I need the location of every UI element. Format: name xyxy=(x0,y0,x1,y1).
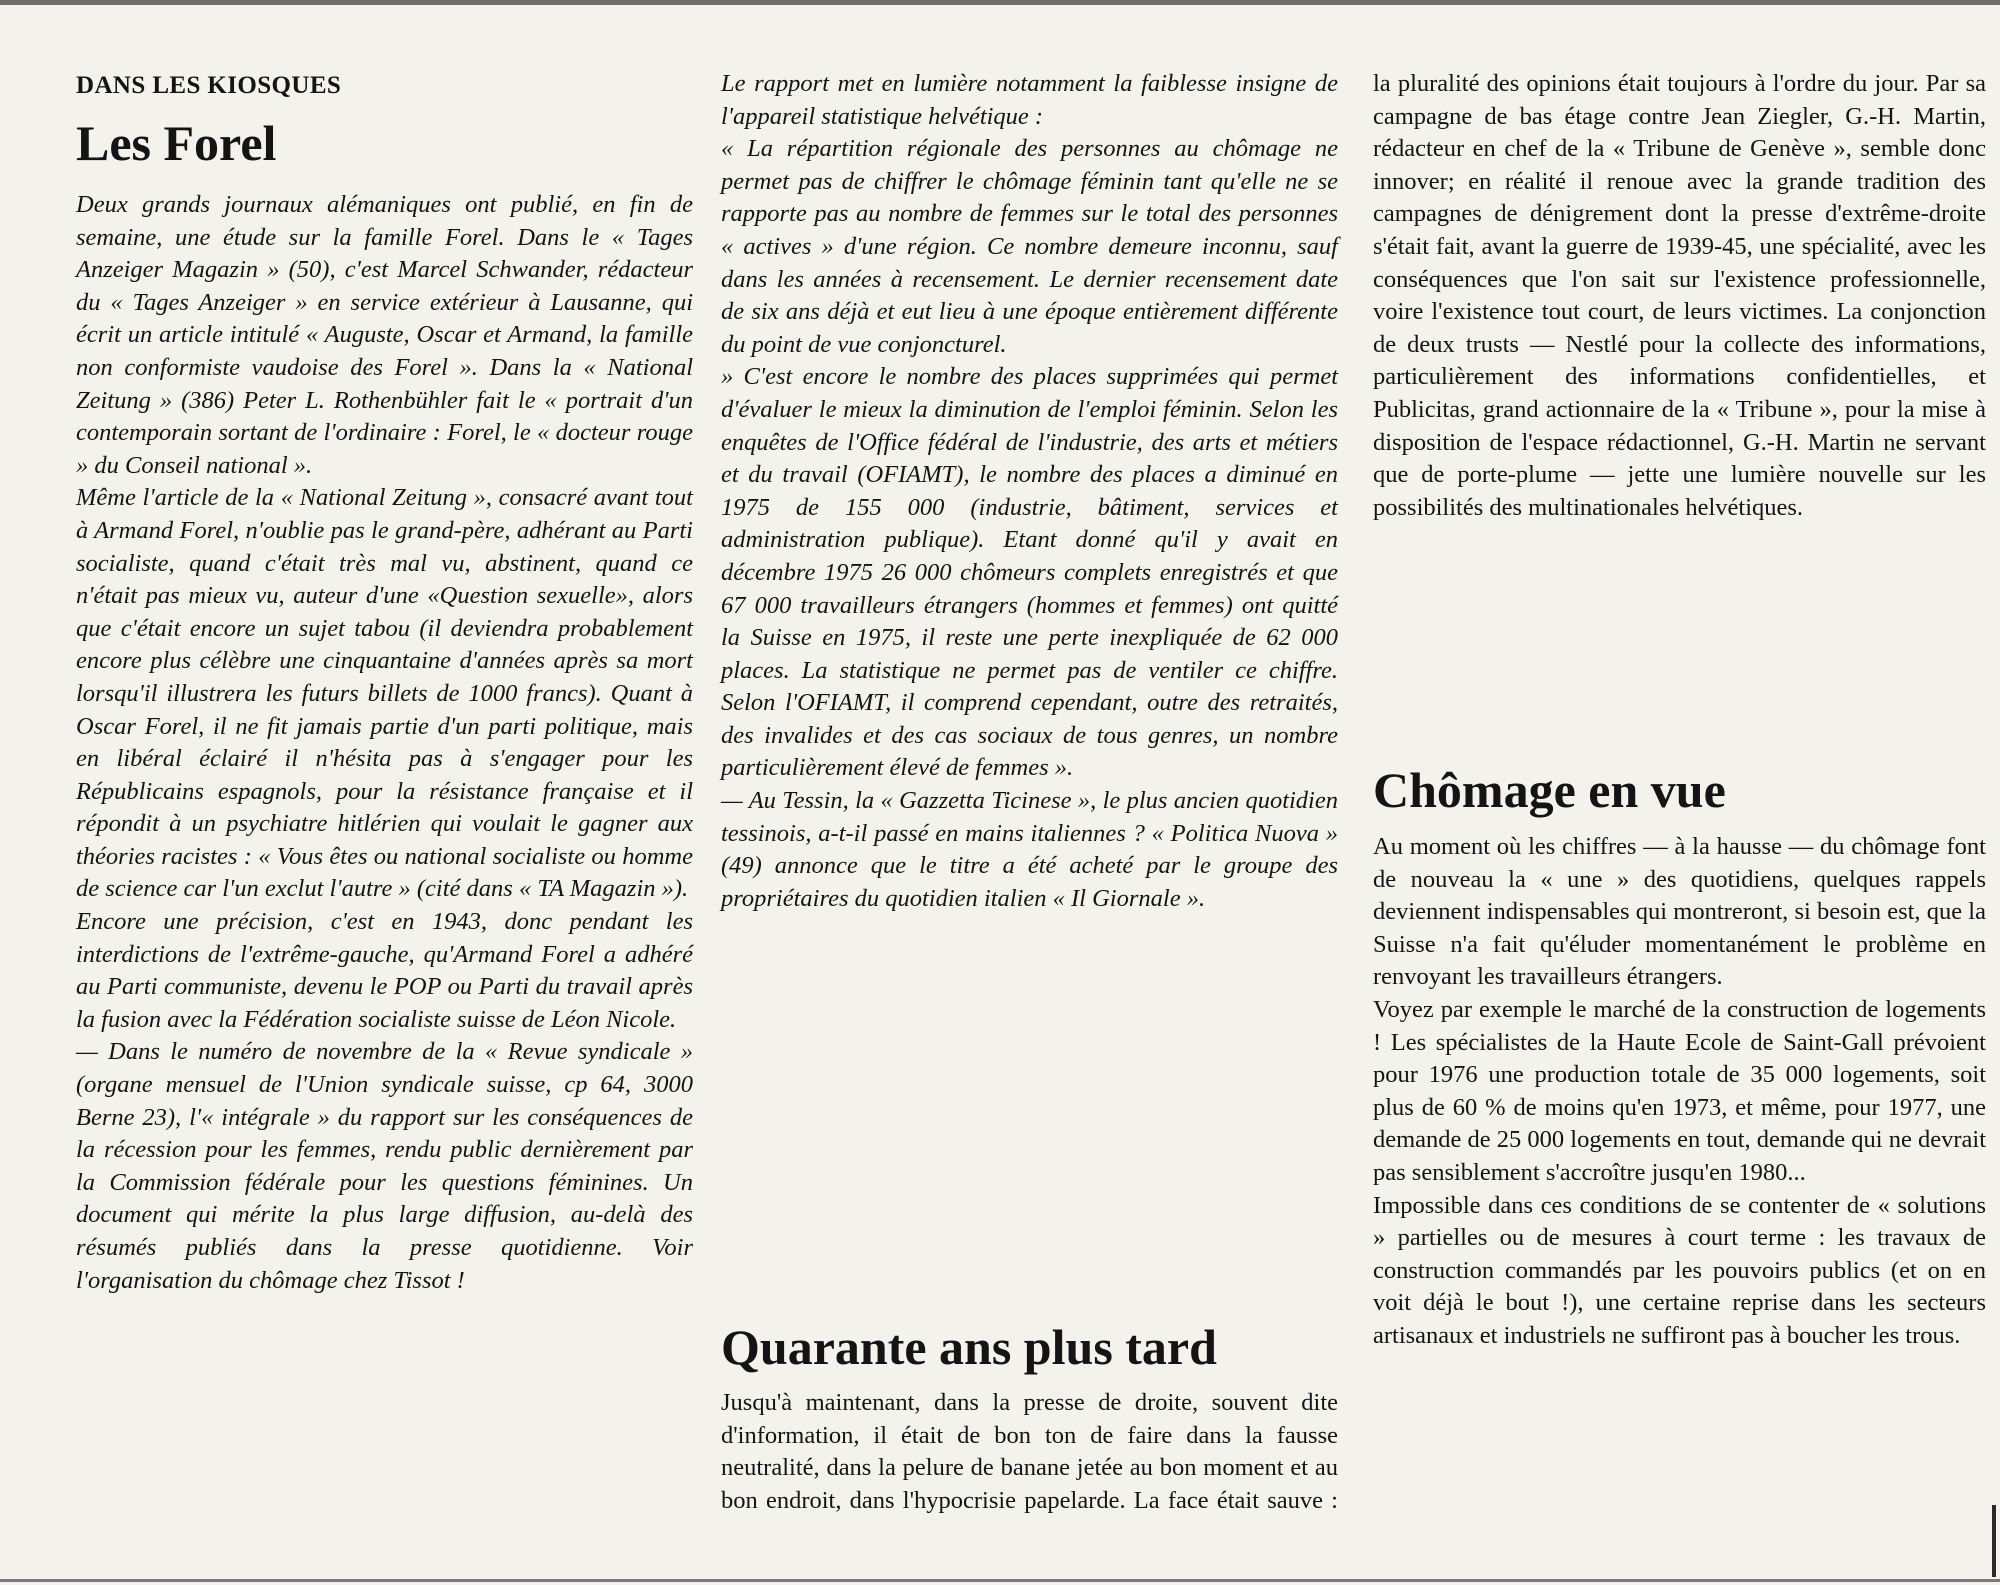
article1-paragraph-3: Encore une précision, c'est en 1943, donc pendant les interdictions de l'extrême-gauche, qu'Armand Forel a adhéré au Parti communiste, devenu le POP ou Parti du travail après la fusion avec la Fédération socialiste suisse de Léon Nicole. xyxy=(76,908,693,1033)
article-title-les-forel: Les Forel xyxy=(76,115,277,171)
article-title-quarante-ans: Quarante ans plus tard xyxy=(721,1319,1217,1375)
column-1 xyxy=(76,68,693,1297)
article3-body xyxy=(1373,831,1986,1353)
article3-paragraph-1: Au moment où les chiffres — à la hausse — du chômage font de nouveau la « une » des quotidiens, quelques rappels deviennent indispensables qui montreront, si besoin est, que la Suisse n'a fait qu'éluder momentanément le problème en renvoyant les travailleurs étrangers. xyxy=(1373,833,1986,991)
article1-paragraph-1: Deux grands journaux alémaniques ont publié, en fin de semaine, une étude sur la famille Forel. Dans le « Tages Anzeiger Magazin » (50), c'est Marcel Schwander, rédacteur du « Tages Anzeiger » en service extérieur à Lausanne, qui écrit un article intitulé « Auguste, Oscar et Armand, la famille non conformiste vaudoise des Forel ». Dans la « National Zeitung » (386) Peter L. Rothenbühler fait le « portrait d'un contemporain sortant de l'ordinaire : Forel, le « docteur rouge » du Conseil national ». xyxy=(76,191,693,479)
section-kicker: DANS LES KIOSQUES xyxy=(76,72,342,99)
article-title-chomage-en-vue: Chômage en vue xyxy=(1373,762,1726,818)
article3-paragraph-2: Voyez par exemple le marché de la construction de logements ! Les spécialistes de la Haute Ecole de Saint-Gall prévoient pour 1976 une production totale de 35 000 logements, soit plus de 60 % de moins qu'en 1973, et même, pour 1977, une demande de 25 000 logements en tout, demande qui ne devrait pas sensiblement s'accroître jusqu'en 1980... xyxy=(1373,995,1987,1186)
article1-paragraph-6: « La répartition régionale des personnes au chômage ne permet pas de chiffrer le chômage féminin tant qu'elle ne se rapporte pas au nombre de femmes sur le total des personnes « actives » d'une région. Ce nombre demeure inconnu, sauf dans les années à recensement. Le dernier recensement date de six ans déjà et eut lieu à une époque entièrement différente du point de vue conjoncturel. xyxy=(721,135,1338,358)
bottom-rule xyxy=(0,1579,2000,1582)
page-edge-mark xyxy=(1992,1505,1996,1577)
column-3 xyxy=(1373,68,1986,1548)
column-2 xyxy=(721,68,1338,1548)
top-rule xyxy=(0,0,2000,5)
article2-body: Jusqu'à maintenant, dans la presse de droite, souvent dite d'information, il était de bon ton de faire dans la fausse neutralité, dans la pelure de banane jetée au bon moment et au bon endroit, dans l'hypocrisie papelarde. La face était sauve : xyxy=(721,1389,1338,1514)
article3-paragraph-3: Impossible dans ces conditions de se contenter de « solutions » partielles ou de mesures à court terme : les travaux de construction commandés par les pouvoirs publics (et on en voit déjà le bout !), une certaine reprise dans les secteurs artisanaux et industriels ne suffiront pas à boucher les trous. xyxy=(1373,1191,1986,1349)
article1-paragraph-8: — Au Tessin, la « Gazzetta Ticinese », le plus ancien quotidien tessinois, a-t-il passé en mains italiennes ? « Politica Nuova » (49) annonce que le titre a été acheté par le groupe des propriétaires du quotidien italien « Il Giornale ». xyxy=(721,787,1338,912)
article1-paragraph-7: » C'est encore le nombre des places supprimées qui permet d'évaluer le mieux la diminution de l'emploi féminin. Selon les enquêtes de l'Office fédéral de l'industrie, des arts et métiers et du travail (OFIAMT), le nombre des places a diminué en 1975 de 155 000 (industrie, bâtiment, services et administration publique). Etant donné qu'il y avait en décembre 1975 26 000 chômeurs complets enregistrés et que 67 000 travailleurs étrangers (hommes et femmes) ont quitté la Suisse en 1975, il reste une perte inexpliquée de 62 000 places. La statistique ne permet pas de ventiler ce chiffre. Selon l'OFIAMT, il comprend cependant, outre des retraités, des invalides et des cas sociaux de tous genres, un nombre particulièrement élevé de femmes ». xyxy=(721,363,1338,782)
article1-paragraph-2: Même l'article de la « National Zeitung », consacré avant tout à Armand Forel, n'oublie pas le grand-père, adhérant au Parti socialiste, quand c'était très mal vu, abstinent, quand ce n'était pas mieux vu, auteur d'une «Question sexuelle», alors que c'était encore un sujet tabou (il deviendra probablement encore plus célèbre une cinquantaine d'années après sa mort lorsqu'il illustrera les futurs billets de 1000 francs). Quant à Oscar Forel, il ne fit jamais partie d'un parti politique, mais en libéral éclairé il n'hésita pas à s'engager pour les Républicains espagnols, pour la résistance française et il répondit à un psychiatre hitlérien qui voulait le gagner aux théories racistes : « Vous êtes ou national socialiste ou homme de science car l'un exclut l'autre » (cité dans « TA Magazin »). xyxy=(76,484,693,903)
article1-paragraph-4: — Dans le numéro de novembre de la « Revue syndicale » (organe mensuel de l'Union syndicale suisse, cp 64, 3000 Berne 23), l'« intégrale » du rapport sur les conséquences de la récession pour les femmes, rendu public dernièrement par la Commission fédérale pour les questions féminines. Un document qui mérite la plus large diffusion, au-delà des résumés publiés dans la presse quotidienne. Voir l'organisation du chômage chez Tissot ! xyxy=(76,1038,693,1294)
article2-body-continued: la pluralité des opinions était toujours à l'ordre du jour. Par sa campagne de bas étage contre Jean Ziegler, G.-H. Martin, rédacteur en chef de la « Tribune de Genève », semble donc innover; en réalité il renoue avec la grande tradition des campagnes de dénigrement dont la presse d'extrême-droite s'était fait, avant la guerre de 1939-45, une spécialité, avec les conséquences que l'on sait sur l'existence professionnelle, voire l'existence tout court, de leurs victimes. La conjonction de deux trusts — Nestlé pour la collecte des informations, particulièrement des informations confidentielles, et Publicitas, grand actionnaire de la « Tribune », pour la mise à disposition de l'espace rédactionnel, G.-H. Martin ne servant que de porte-plume — jette une lumière nouvelle sur les possibilités des multinationales helvétiques. xyxy=(1373,70,1986,521)
article1-paragraph-5: Le rapport met en lumière notamment la faiblesse insigne de l'appareil statistique helvétique : xyxy=(721,70,1338,130)
